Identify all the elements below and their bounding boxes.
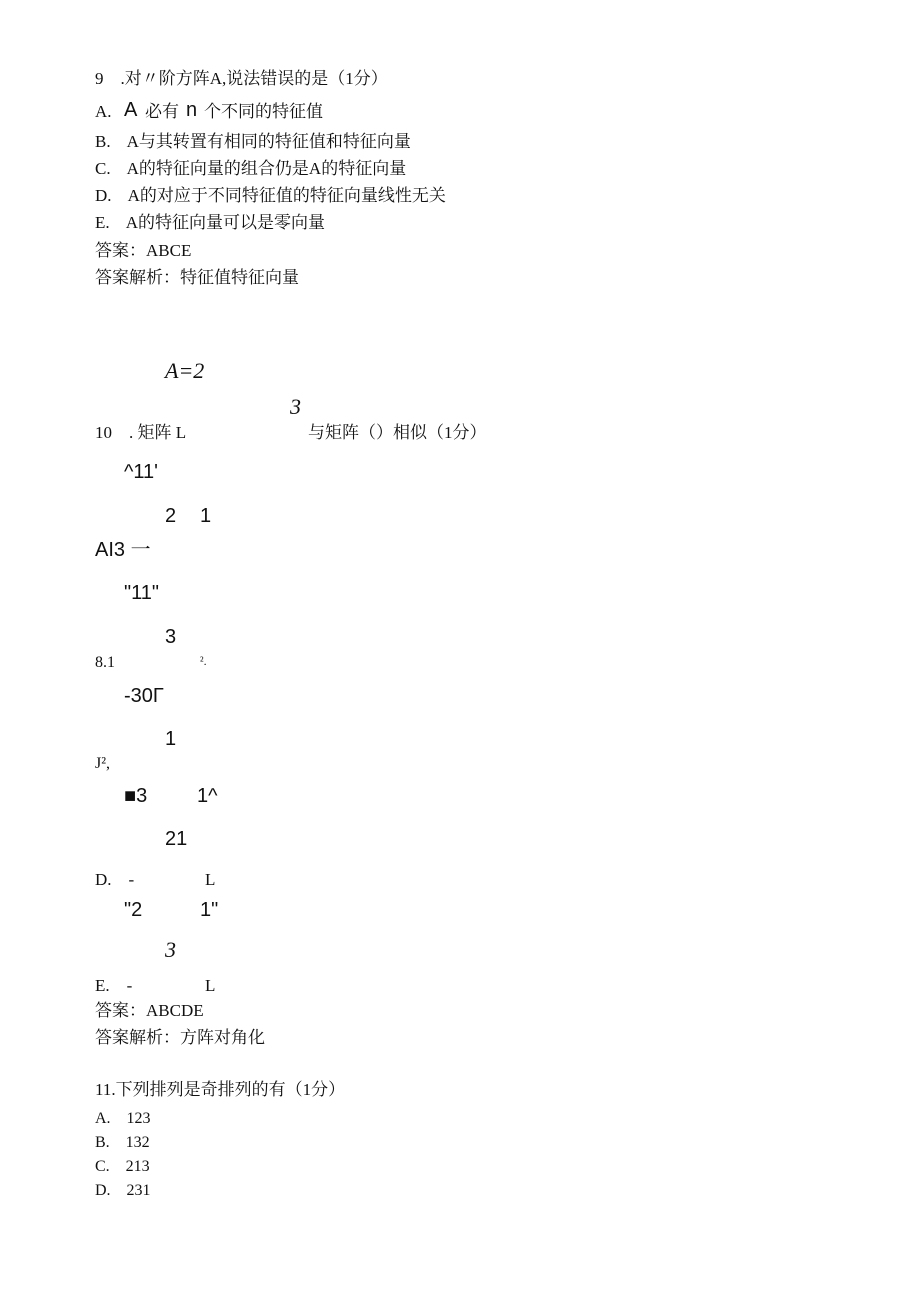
q11-stem: 11.下列排列是奇排列的有（1分） (95, 1080, 346, 1099)
q10-matrix-text: "11" (124, 582, 159, 604)
q10-matrix-text: 3 (165, 937, 176, 962)
q10-matrix-text: J², (95, 755, 111, 772)
q9-option-a-n: n (186, 99, 198, 121)
q10-formula-3: 3 (290, 394, 301, 419)
q11-option-b: B. 132 (95, 1134, 150, 1151)
q10-matrix-text: -30Γ (124, 685, 164, 707)
q10-answer: 答案：ABCDE (95, 1001, 204, 1020)
q9-option-b: B. A与其转置有相同的特征值和特征向量 (95, 132, 411, 151)
q10-matrix-text: ². (200, 654, 207, 668)
q10-matrix-text: 3 (165, 626, 177, 648)
q11-option-d: D. 231 (95, 1182, 151, 1199)
q9-option-a-text1: 必有 (145, 102, 179, 121)
q10-option-e-label: E. - (95, 976, 133, 995)
q9-answer: 答案：ABCE (95, 241, 192, 260)
q10-matrix-text: 8.1 (95, 654, 115, 671)
q10-matrix-text: 2 (165, 505, 177, 527)
q10-matrix-text: 1 (165, 728, 177, 750)
q10-matrix-text: ■3 (124, 785, 148, 807)
q10-matrix-text: AI3 一 (95, 539, 151, 561)
q9-option-e: E. A的特征向量可以是零向量 (95, 213, 325, 232)
q10-matrix-text: 1" (200, 899, 219, 921)
q10-stem-right: 与矩阵（）相似（1分） (308, 423, 487, 442)
q10-matrix-text: 1^ (197, 785, 218, 807)
q10-matrix-text: ^11' (124, 461, 158, 483)
q10-stem-left: 10 . 矩阵 L (95, 423, 187, 442)
q10-matrix-text: 1 (200, 505, 212, 527)
q9-stem: 9 .对〃阶方阵A,说法错误的是（1分） (95, 69, 388, 88)
q10-analysis: 答案解析：方阵对角化 (95, 1028, 265, 1047)
q10-formula-a: A=2 (165, 358, 205, 383)
q10-option-e-matrix: L (205, 976, 216, 995)
q9-option-c: C. A的特征向量的组合仍是A的特征向量 (95, 159, 407, 178)
q10-matrix-text: "2 (124, 899, 143, 921)
q9-option-a-label: A. (95, 102, 112, 121)
q9-analysis: 答案解析：特征值特征向量 (95, 268, 299, 287)
q9-option-a-symbol: A (124, 99, 138, 121)
q10-matrix-text: 21 (165, 828, 188, 850)
q9-option-d: D. A的对应于不同特征值的特征向量线性无关 (95, 186, 446, 205)
q11-option-c: C. 213 (95, 1158, 150, 1175)
q11-option-a: A. 123 (95, 1110, 151, 1127)
q10-option-d-matrix: L (205, 870, 216, 889)
q10-option-d-label: D. - (95, 870, 135, 889)
q9-option-a-text2: 个不同的特征值 (204, 102, 323, 121)
